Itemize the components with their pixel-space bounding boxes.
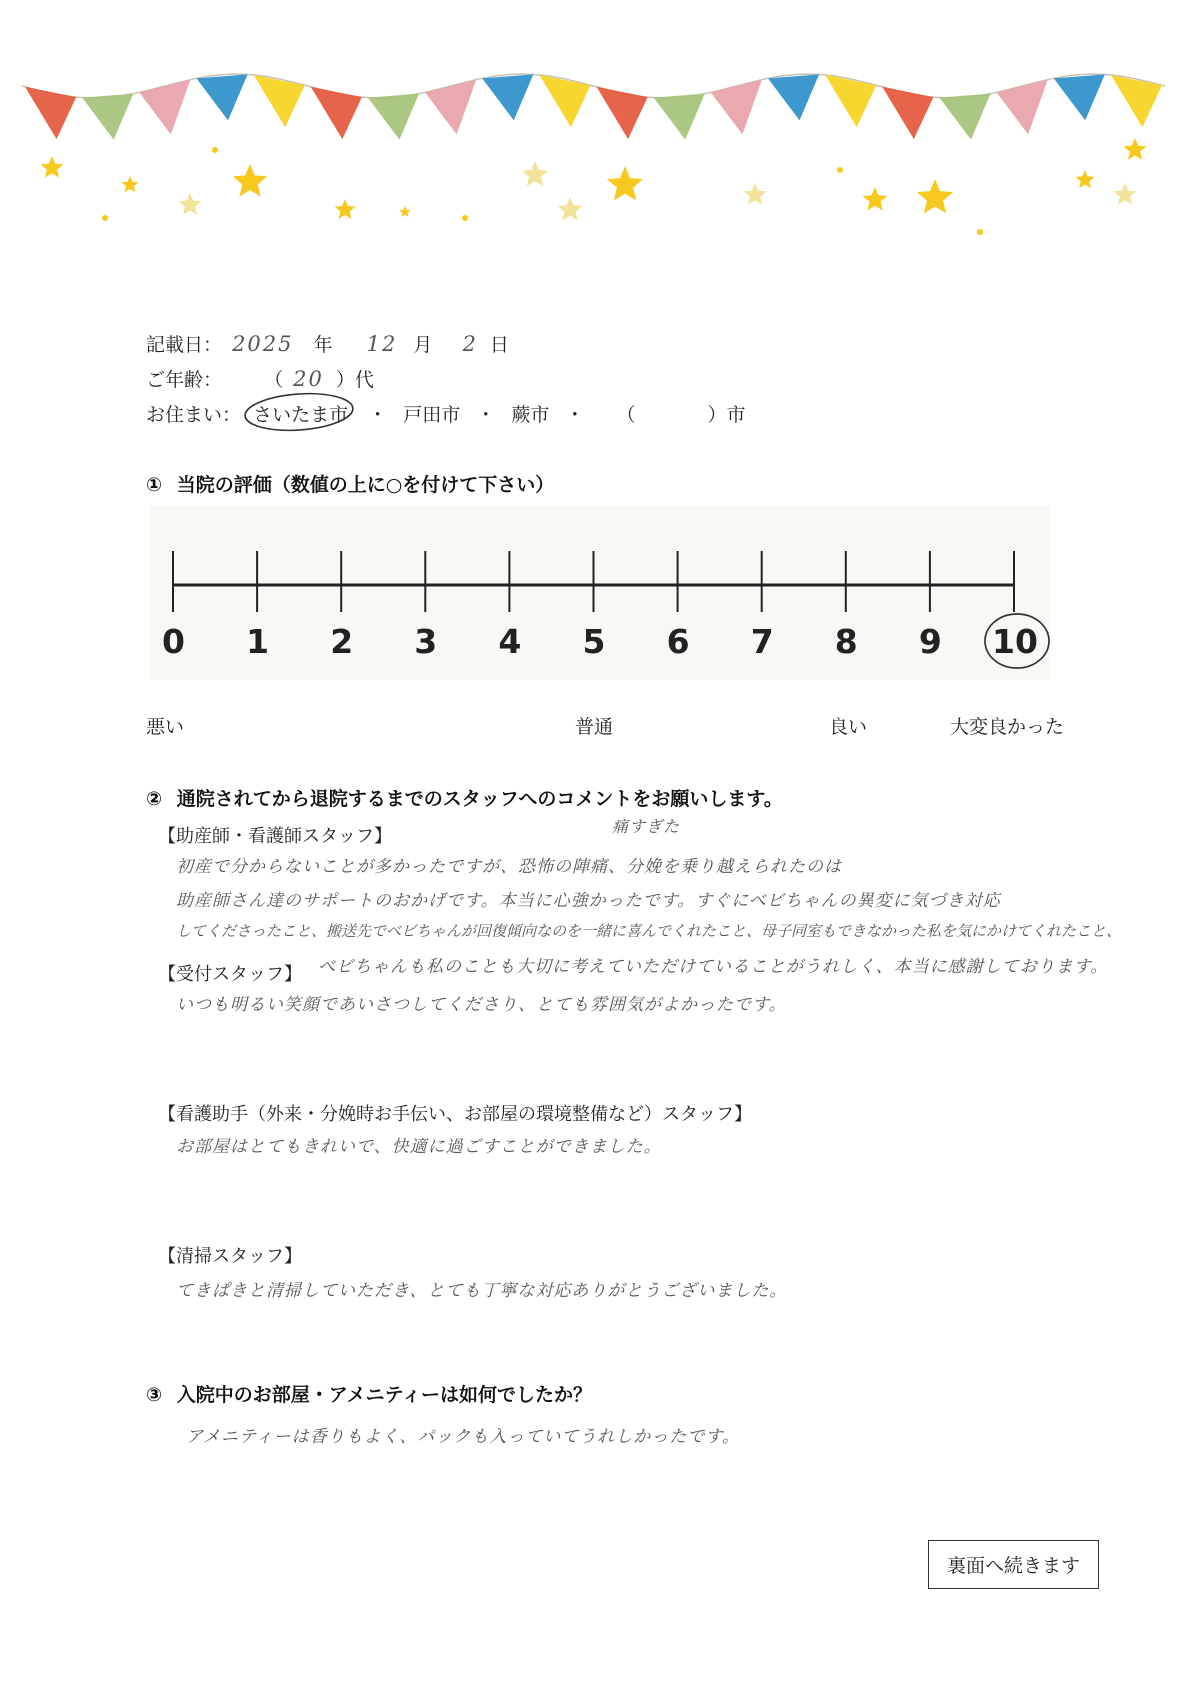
- date-year-value: 2025: [232, 332, 294, 356]
- star-decoration: [744, 183, 767, 205]
- age-value: 20: [293, 367, 324, 391]
- assistant-comment-line: お部屋はとてもきれいで、快適に過ごすことができました。: [176, 1137, 662, 1157]
- scale-number-6: 6: [666, 622, 690, 661]
- cleaning-comment-line: てきぱきと清掃していただき、とても丁寧な対応ありがとうございました。: [176, 1281, 788, 1301]
- bunting-flag: [939, 94, 990, 140]
- q2-number: ②: [146, 788, 163, 810]
- age-label: ご年齢：: [146, 369, 223, 391]
- bunting-flag: [997, 80, 1048, 135]
- star-decoration: [335, 199, 356, 219]
- star-decoration: [837, 167, 843, 173]
- midwife-comment-line: してくださったこと、搬送先でべビちゃんが回復傾向なのを一緒に喜んでくれたこと、母子同室もできなかった私を気にかけてくれたこと、: [176, 922, 1122, 940]
- star-decoration: [607, 166, 643, 200]
- residence-label: お住まい：: [146, 404, 242, 426]
- bunting-rope: [22, 74, 1165, 98]
- midwife-comment-line: 初産で分からないことが多かったですが、恐怖の陣痛、分娩を乗り越えられたのは: [176, 857, 842, 877]
- residence-other-close: ）市: [707, 404, 746, 426]
- star-decoration: [179, 193, 202, 215]
- star-decoration: [399, 206, 410, 217]
- q1-heading: [146, 470, 554, 497]
- continue-label: 裏面へ続きます: [947, 1555, 1081, 1577]
- star-decoration: [121, 176, 138, 192]
- bunting-flag: [482, 74, 533, 120]
- star-decoration: [558, 197, 583, 221]
- scale-number-9: 9: [918, 622, 942, 661]
- residence-separator: ・: [565, 404, 585, 426]
- bunting-flags: [22, 74, 1165, 140]
- date-month-value: 12: [366, 332, 398, 356]
- age-open: （: [264, 369, 284, 391]
- star-decoration: [1076, 170, 1095, 188]
- midwife-comment-insertion: 痛すぎた: [612, 817, 681, 836]
- date-day-value: 2: [462, 332, 478, 356]
- residence-option-toda: 戸田市: [403, 404, 461, 426]
- residence-other-open: （: [616, 404, 636, 426]
- bunting-flag: [311, 87, 362, 139]
- midwife-comment-line: 助産師さん達のサポートのおかげです。本当に心強かったです。すぐにべビちゃんの異変に気づき対応: [176, 891, 1001, 911]
- residence-row: [146, 400, 746, 427]
- date-label: 記載日：: [146, 334, 223, 356]
- star-decoration: [1124, 138, 1147, 160]
- bunting-flag: [196, 74, 247, 120]
- scale-number-4: 4: [498, 622, 522, 661]
- q3-title: 入院中のお部屋・アメニティーは如何でしたか？: [176, 1384, 593, 1406]
- scale-number-7: 7: [750, 622, 774, 661]
- date-row: [146, 330, 509, 357]
- bunting-flag: [597, 87, 648, 139]
- residence-separator: ・: [476, 404, 496, 426]
- bunting-flag: [25, 87, 76, 139]
- star-decoration: [462, 215, 468, 221]
- cleaning-section-label: 【清掃スタッフ】: [158, 1246, 302, 1267]
- star-decoration: [863, 187, 888, 211]
- star-decoration: [977, 229, 983, 235]
- star-decoration: [1114, 183, 1137, 205]
- age-row: [146, 365, 374, 392]
- scale-label-normal: 普通: [575, 716, 614, 738]
- residence-selection-circle: [241, 390, 361, 436]
- bunting-flag: [711, 80, 762, 135]
- date-year-unit: 年: [313, 334, 333, 356]
- rating-scale-line: [150, 540, 1050, 620]
- q2-heading: [146, 784, 783, 811]
- bunting-flag: [1054, 74, 1105, 120]
- date-month-unit: 月: [413, 334, 433, 356]
- q3-comment-line: アメニティーは香りもよく、パックも入っていてうれしかったです。: [186, 1427, 740, 1447]
- scale-label-good: 良い: [829, 716, 868, 738]
- residence-option-saitama: さいたま市: [253, 400, 348, 427]
- star-decorations: [41, 138, 1147, 235]
- q2-title: 通院されてから退院するまでのスタッフへのコメントをお願いします。: [176, 788, 783, 810]
- scale-number-0: 0: [162, 622, 185, 661]
- star-decoration: [233, 164, 267, 197]
- q3-heading: [146, 1380, 592, 1407]
- scale-number-10: 10: [992, 622, 1038, 661]
- bunting-flag: [368, 94, 419, 140]
- scale-label-bad: 悪い: [146, 716, 185, 738]
- bunting-decoration: [0, 0, 1191, 250]
- q3-number: ③: [146, 1384, 163, 1406]
- bunting-flag: [425, 80, 476, 135]
- rating-selection-circle: [982, 610, 1054, 674]
- star-decoration: [102, 215, 108, 221]
- age-close: ）代: [335, 369, 374, 391]
- reception-comment-line: いつも明るい笑顔であいさつしてくださり、とても雰囲気がよかったです。: [176, 995, 787, 1015]
- scale-number-3: 3: [414, 622, 438, 661]
- scale-number-8: 8: [834, 622, 858, 661]
- date-day-unit: 日: [489, 334, 509, 356]
- bunting-flag: [82, 94, 133, 140]
- star-decoration: [212, 147, 218, 153]
- scale-number-1: 1: [246, 622, 270, 661]
- midwife-comment-line: べビちゃんも私のことも大切に考えていただけていることがうれしく、本当に感謝しております。: [318, 957, 1109, 977]
- bunting-flag: [139, 80, 190, 135]
- residence-separator: ・: [368, 404, 388, 426]
- midwife-section-label: 【助産師・看護師スタッフ】: [158, 826, 392, 847]
- continue-on-back-box: [928, 1540, 1099, 1589]
- scale-label-very-good: 大変良かった: [950, 716, 1065, 738]
- star-decoration: [522, 161, 549, 186]
- bunting-flag: [768, 74, 819, 120]
- star-decoration: [41, 156, 64, 178]
- bunting-flag: [654, 94, 705, 140]
- residence-option-warabi: 蕨市: [511, 404, 550, 426]
- reception-section-label: 【受付スタッフ】: [158, 964, 302, 985]
- scale-number-2: 2: [330, 622, 354, 661]
- star-decoration: [917, 179, 953, 213]
- assistant-section-label: 【看護助手（外来・分娩時お手伝い、お部屋の環境整備など）スタッフ】: [158, 1104, 752, 1125]
- q1-title: 当院の評価（数値の上に○を付けて下さい）: [176, 474, 555, 496]
- q1-number: ①: [146, 474, 163, 496]
- bunting-flag: [882, 87, 933, 139]
- scale-number-5: 5: [582, 622, 606, 661]
